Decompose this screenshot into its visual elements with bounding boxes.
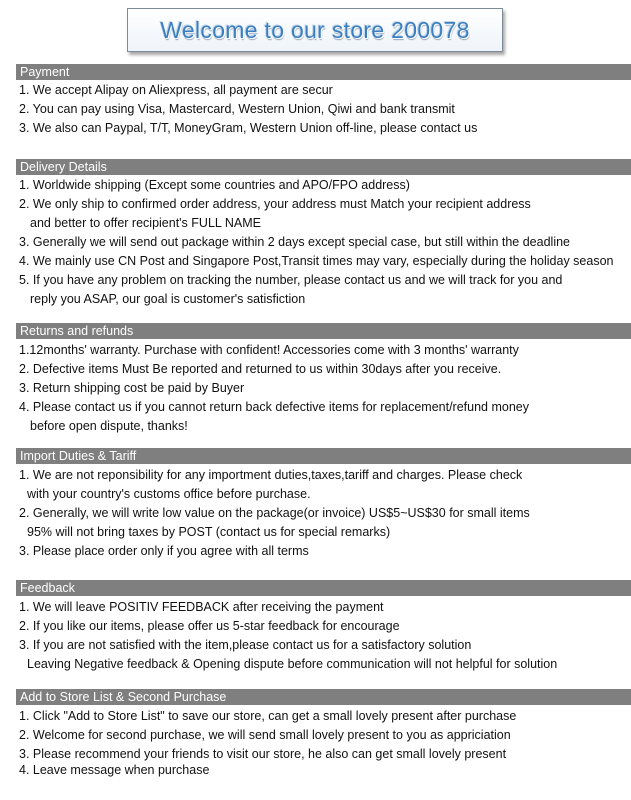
delivery-line-2-cont: and better to offer recipient's FULL NAME — [30, 216, 261, 230]
returns-line-4: 4. Please contact us if you cannot return back defective items for replacement/refund money — [19, 400, 529, 414]
delivery-line-5: 5. If you have any problem on tracking the number, please contact us and we will track for you and — [19, 273, 563, 287]
payment-line-2: 2. You can pay using Visa, Mastercard, Western Union, Qiwi and bank transmit — [19, 102, 455, 116]
section-header-payment: Payment — [16, 64, 631, 80]
returns-line-3: 3. Return shipping cost be paid by Buyer — [19, 381, 245, 395]
payment-line-3: 3. We also can Paypal, T/T, MoneyGram, Western Union off-line, please contact us — [19, 121, 478, 135]
delivery-line-3: 3. Generally we will send out package within 2 days except special case, but still within the deadline — [19, 235, 571, 249]
payment-line-1: 1. We accept Alipay on Aliexpress, all payment are secur — [19, 83, 333, 97]
section-header-import-duties: Import Duties & Tariff — [16, 448, 631, 464]
section-header-delivery: Delivery Details — [16, 159, 631, 175]
store-banner — [127, 8, 503, 52]
feedback-line-1: 1. We will leave POSITIV FEEDBACK after receiving the payment — [19, 600, 384, 614]
duties-line-3: 3. Please place order only if you agree with all terms — [19, 544, 309, 558]
delivery-line-2: 2. We only ship to confirmed order address, your address must Match your recipient address — [19, 197, 531, 211]
section-header-store-list: Add to Store List & Second Purchase — [16, 689, 631, 705]
section-header-returns: Returns and refunds — [16, 323, 631, 339]
delivery-line-5-cont: reply you ASAP, our goal is customer's satisfiction — [30, 292, 306, 306]
feedback-line-3-cont: Leaving Negative feedback & Opening dispute before communication will not helpful for solution — [27, 657, 558, 671]
feedback-line-3: 3. If you are not satisfied with the item,please contact us for a satisfactory solution — [19, 638, 472, 652]
duties-line-1-cont: with your country's customs office before purchase. — [27, 487, 311, 501]
delivery-line-1: 1. Worldwide shipping (Except some countries and APO/FPO address) — [19, 178, 410, 192]
duties-line-2-cont: 95% will not bring taxes by POST (contact us for special remarks) — [27, 525, 391, 539]
feedback-line-2: 2. If you like our items, please offer us 5-star feedback for encourage — [19, 619, 400, 633]
banner-title: Welcome to our store 200078 — [160, 16, 470, 43]
returns-line-2: 2. Defective items Must Be reported and returned to us within 30days after you receive. — [19, 362, 502, 376]
store-list-line-4: 4. Leave message when purchase — [19, 763, 210, 777]
returns-line-1: 1.12months' warranty. Purchase with confident! Accessories come with 3 months' warranty — [19, 343, 519, 357]
delivery-line-4: 4. We mainly use CN Post and Singapore Post,Transit times may vary, especially during the holiday season — [19, 254, 614, 268]
duties-line-1: 1. We are not reponsibility for any importment duties,taxes,tariff and charges. Please check — [19, 468, 523, 482]
duties-line-2: 2. Generally, we will write low value on the package(or invoice) US$5~US$30 for small items — [19, 506, 530, 520]
returns-line-4-cont: before open dispute, thanks! — [30, 419, 188, 433]
store-list-line-3: 3. Please recommend your friends to visit our store, he also can get small lovely present — [19, 747, 507, 761]
section-header-feedback: Feedback — [16, 580, 631, 596]
store-list-line-2: 2. Welcome for second purchase, we will send small lovely present to you as appriciation — [19, 728, 511, 742]
store-list-line-1: 1. Click "Add to Store List" to save our store, can get a small lovely present after purchase — [19, 709, 517, 723]
